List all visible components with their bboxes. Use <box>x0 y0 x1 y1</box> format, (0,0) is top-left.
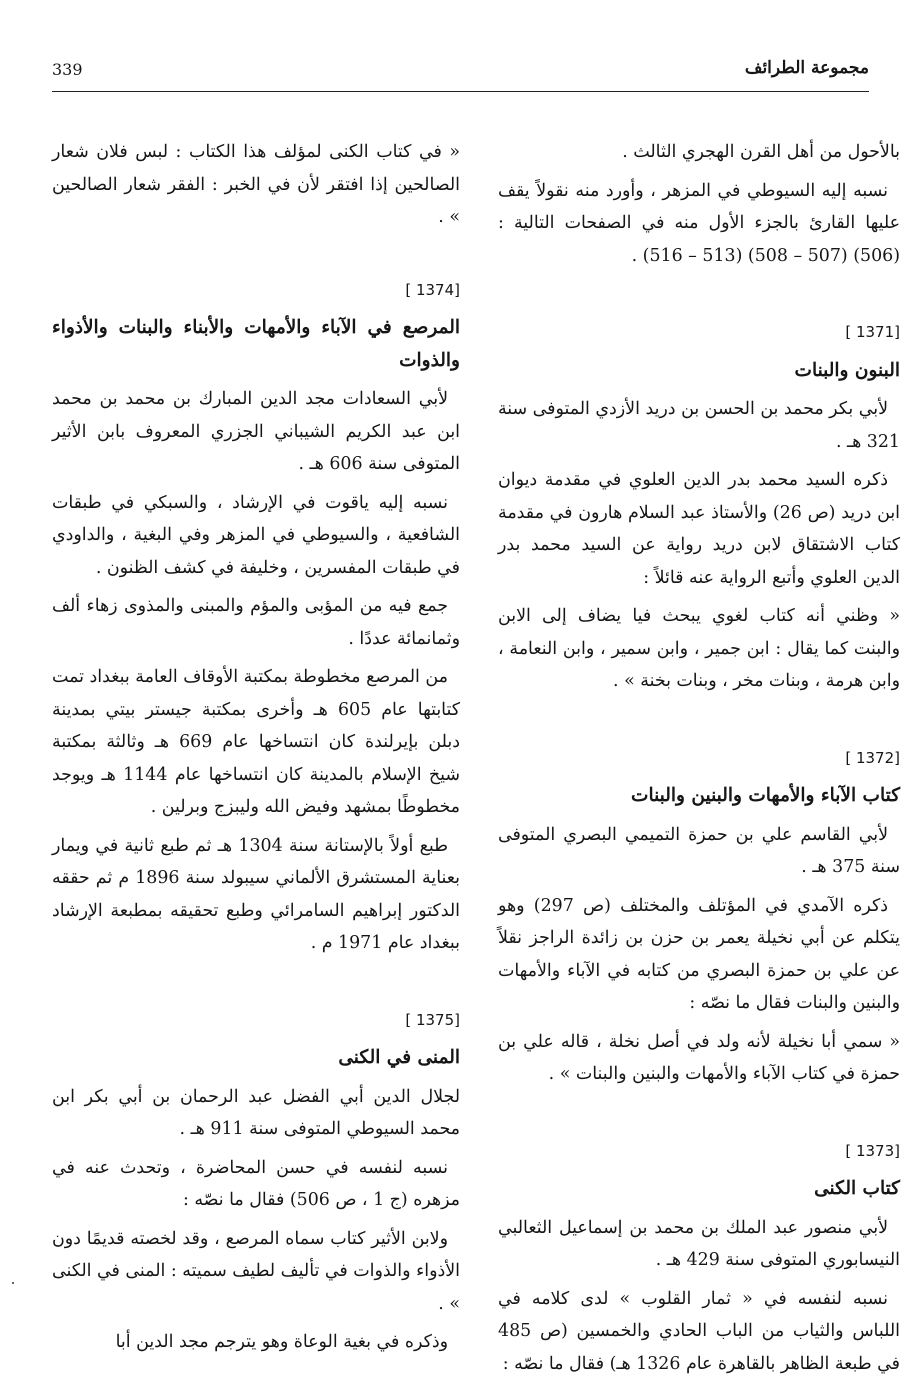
paragraph: لأبي السعادات مجد الدين المبارك بن محمد بن محمد ابن عبد الكريم الشيباني الجزري المعروف بابن الأثير المتوفى سنة 606 هـ . <box>52 389 460 474</box>
paragraph: نسبه لنفسه في حسن المحاضرة ، وتحدث عنه في مزهره (ج 1 ، ص 506) فقال ما نصّه : <box>52 1157 460 1210</box>
paragraph: نسبه إليه السيوطي في المزهر ، وأورد منه نقولاً يقف عليها القارئ بالجزء الأول منه في الصفحات التالية : (506) (507 – 508) (513 – 516) . <box>498 180 900 266</box>
entry-number: [1375 ] <box>405 1010 460 1029</box>
header-rule <box>52 91 869 92</box>
paragraph: نسبه إليه ياقوت في الإرشاد ، والسبكي في طبقات الشافعية ، والسيوطي في المزهر وفي البغية ، والداودي في طبقات المفسرين ، وخليفة في كشف الظنون . <box>52 492 460 578</box>
entry-title: المرصع في الآباء والأمهات والأبناء والبنات والأذواء والذوات <box>52 317 460 371</box>
quotation: « في كتاب الكنى لمؤلف هذا الكتاب : لبس فلان شعار الصالحين إذا افتقر لأن في الخبر : الفقر شعار الصالحين » . <box>52 142 460 227</box>
paragraph: لأبي منصور عبد الملك بن محمد بن إسماعيل الثعالبي النيسابوري المتوفى سنة 429 هـ . <box>498 1217 900 1270</box>
running-head-title: مجموعة الطرائف <box>744 58 869 78</box>
entry-1373 <box>498 1135 900 1381</box>
entry-number: [1374 ] <box>405 280 460 299</box>
entry-title: كتاب الكنى <box>814 1178 900 1199</box>
left-column <box>52 136 460 1365</box>
quotation: « وظني أنه كتاب لغوي يبحث فيا يضاف إلى الابن والبنت كما يقال : ابن جمير ، وابن سمير ، وابن النعامة ، وابن هرمة ، وبنات مخر ، وبنات بخنة » . <box>498 606 900 691</box>
paragraph: وذكره في بغية الوعاة وهو يترجم مجد الدين أبا <box>115 1332 448 1352</box>
entry-title: كتاب الآباء والأمهات والبنين والبنات <box>631 785 900 806</box>
paragraph: ولابن الأثير كتاب سماه المرصع ، وقد لخصته قديمًا دون الأذواء والذوات في تأليف لطيف سميته : المنى في الكنى » . <box>52 1228 460 1314</box>
entry-number: [1373 ] <box>845 1141 900 1160</box>
entry-title: المنى في الكنى <box>338 1047 460 1068</box>
right-column <box>498 136 900 1386</box>
paragraph: جمع فيه من المؤبى والمؤم والمبنى والمذوى زهاء ألف وثمانمائة عددًا . <box>52 596 460 649</box>
entry-number: [1372 ] <box>845 748 900 767</box>
paragraph: ذكره السيد محمد بدر الدين العلوي في مقدمة ديوان ابن دريد (ص 26) والأستاذ عبد السلام هارون في مقدمة كتاب الاشتقاق لابن دريد رواية عن السيد محمد بدر الدين العلوي وأتبع الرواية عنه قائلاً : <box>498 470 900 588</box>
quotation: « سمي أبا نخيلة لأنه ولد في أصل نخلة ، قاله علي بن حمزة في كتاب الآباء والأمهات والبنين والبنات » . <box>498 1031 900 1084</box>
running-head <box>52 58 869 88</box>
entry-1372 <box>498 742 900 1091</box>
entry-1371 <box>498 316 900 698</box>
entry-1374 <box>52 274 460 960</box>
margin-speck <box>12 1282 14 1284</box>
entry-1375 <box>52 1004 460 1359</box>
paragraph: لأبي بكر محمد بن الحسن بن دريد الأزدي المتوفى سنة 321 هـ . <box>497 399 900 452</box>
paragraph: ذكره الآمدي في المؤتلف والمختلف (ص 297) وهو يتكلم عن أبي نخيلة يعمر بن حزن بن زائدة الراجز نقلاً عن علي بن حمزة البصري من كتابه في الآباء والأمهات والبنين والبنات فقال ما نصّه : <box>498 895 900 1013</box>
paragraph: من المرصع مخطوطة بمكتبة الأوقاف العامة ببغداد تمت كتابتها عام 605 هـ وأخرى بمكتبة جيستر بيتي بمدينة دبلن بإيرلندة كان انتساخها عام 669 هـ وثالثة بمكتبة شيخ الإسلام بالمدينة كان انتساخها عام 1144 هـ ويوجد مخطوطًا بمشهد وفيض الله وليبزج وبرلين . <box>52 667 460 817</box>
entry-number: [1371 ] <box>845 323 900 341</box>
paragraph: نسبه لنفسه في « ثمار القلوب » لدى كلامه في اللباس والثياب من الباب الحادي والخمسين (ص 485 في طبعة الظاهر بالقاهرة عام 1326 هـ) فقال ما نصّه : <box>498 1288 900 1374</box>
paragraph: لأبي القاسم علي بن حمزة التميمي البصري المتوفى سنة 375 هـ . <box>498 824 900 877</box>
entry-title: البنون والبنات <box>794 359 900 381</box>
paragraph: طبع أولاً بالإستانة سنة 1304 هـ ثم طبع ثانية في ويمار بعناية المستشرق الألماني سيبولد سنة 1896 م ثم حققه الدكتور إبراهيم السامرائي وطبع تحقيقه بمطبعة الإرشاد ببغداد عام 1971 م . <box>52 835 460 953</box>
paragraph: بالأحول من أهل القرن الهجري الثالث . <box>622 142 900 162</box>
page-number: 339 <box>52 60 83 79</box>
paragraph: لجلال الدين أبي الفضل عبد الرحمان بن أبي بكر ابن محمد السيوطي المتوفى سنة 911 هـ . <box>52 1086 460 1139</box>
